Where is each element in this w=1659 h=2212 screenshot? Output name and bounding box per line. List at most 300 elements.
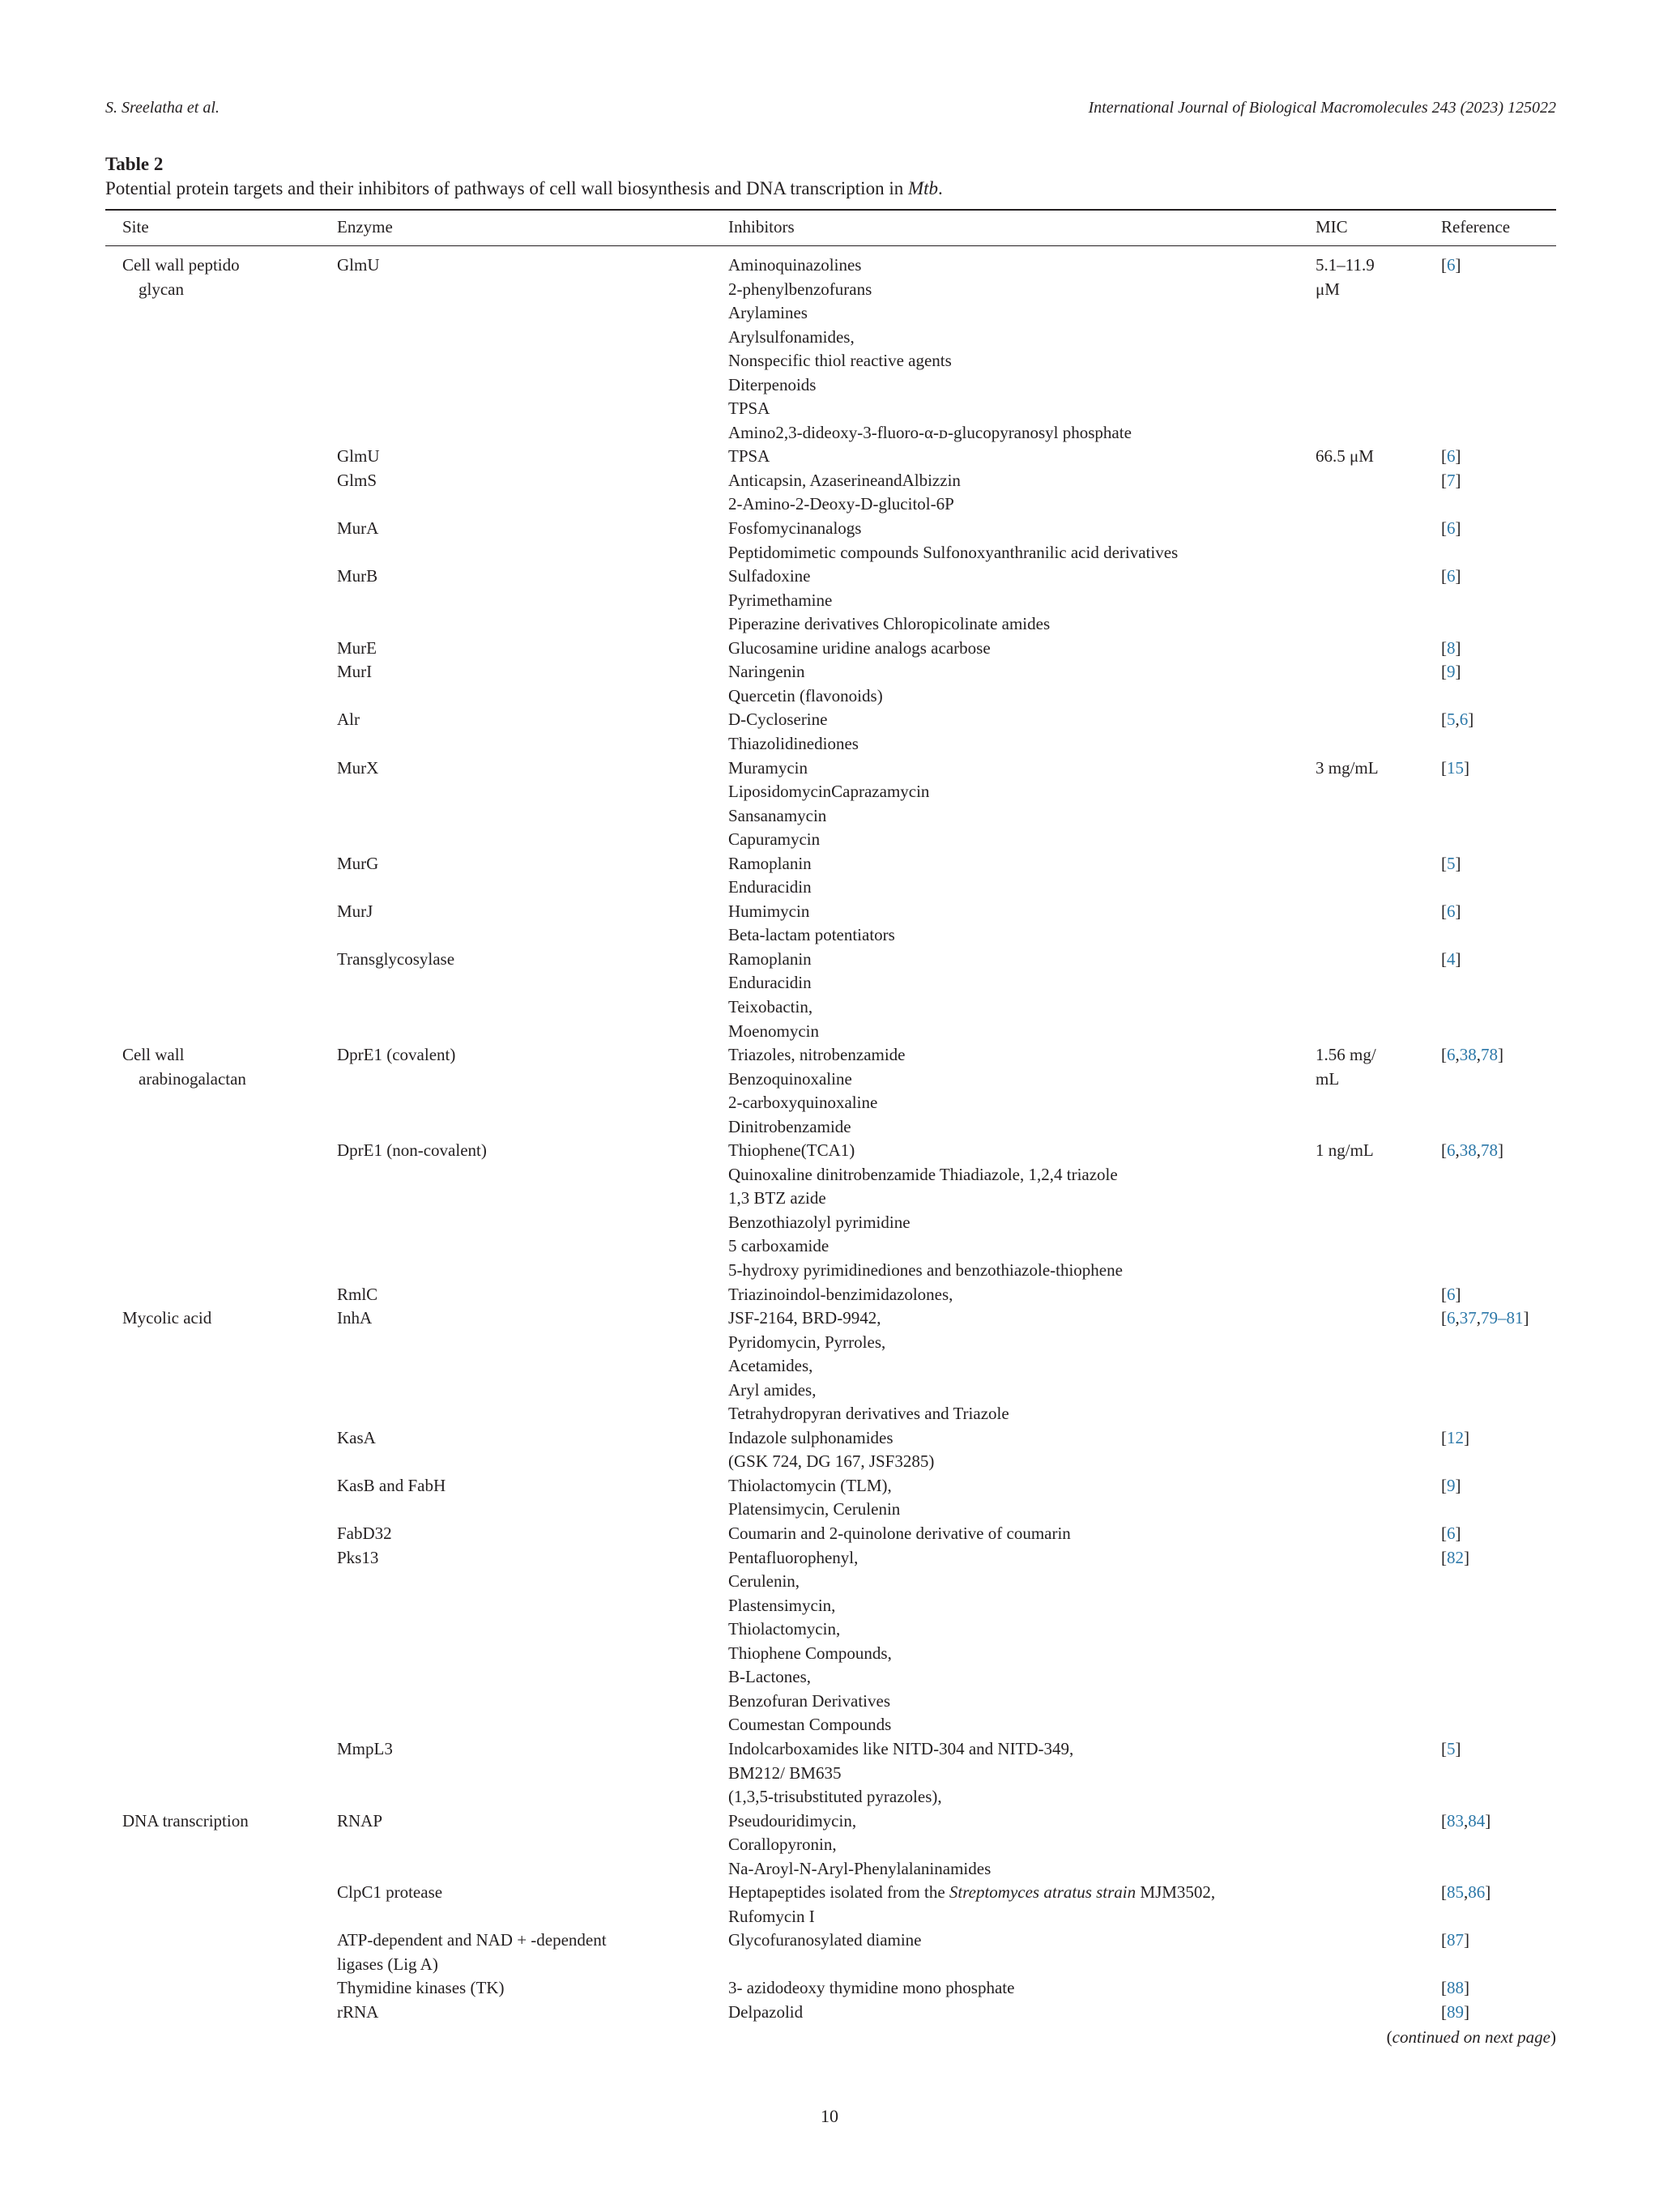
inhibitors-line: Benzoquinoxaline	[728, 1068, 852, 1089]
reference-link[interactable]: 87	[1447, 1930, 1464, 1950]
table-row	[0, 1043, 1659, 1139]
inhibitors-cell	[728, 948, 819, 1043]
inhibitors-line: LiposidomycinCaprazamycin	[728, 782, 930, 802]
table-caption-text: Potential protein targets and their inhibitors of pathways of cell wall biosynthesis and DNA transcription in	[105, 178, 908, 198]
inhibitors-line: Tetrahydropyran derivatives and Triazole	[728, 1404, 1009, 1424]
inhibitors-line: Delpazolid	[728, 2001, 804, 2022]
inhibitors-cell	[728, 565, 1050, 637]
table-top-rule	[105, 209, 1556, 211]
inhibitors-cell	[728, 1474, 900, 1522]
site-cell	[122, 1809, 249, 1834]
reference-cell	[1441, 565, 1461, 589]
reference-link[interactable]: 84	[1468, 1810, 1486, 1831]
reference-line: [88]	[1441, 1978, 1469, 1998]
inhibitors-line: Thiophene Compounds,	[728, 1643, 892, 1663]
mic-line: 3 mg/mL	[1316, 757, 1379, 778]
table-row	[0, 1474, 1659, 1522]
reference-link[interactable]: 6	[1447, 901, 1456, 921]
reference-cell	[1441, 1283, 1461, 1307]
reference-cell	[1441, 2001, 1469, 2025]
table-row	[0, 1929, 1659, 1976]
reference-line: [6]	[1441, 446, 1461, 467]
enzyme-cell	[337, 948, 693, 972]
reference-cell	[1441, 637, 1461, 661]
reference-line: [6]	[1441, 518, 1461, 539]
reference-line: [9]	[1441, 662, 1461, 682]
site-line: Cell wall peptido	[122, 255, 240, 275]
enzyme-line: GlmU	[337, 446, 380, 467]
enzyme-cell	[337, 1139, 693, 1163]
reference-line: [4]	[1441, 948, 1461, 969]
enzyme-cell	[337, 1929, 693, 1976]
inhibitors-cell	[728, 1737, 1073, 1809]
inhibitors-cell	[728, 254, 1132, 445]
reference-cell	[1441, 1976, 1469, 2001]
reference-link[interactable]: 37	[1459, 1308, 1477, 1328]
reference-line: [6,37,79–81]	[1441, 1308, 1529, 1328]
reference-link[interactable]: 5	[1447, 710, 1456, 730]
enzyme-cell	[337, 1043, 693, 1068]
enzyme-cell	[337, 1474, 693, 1498]
inhibitors-line: Platensimycin, Cerulenin	[728, 1499, 901, 1519]
inhibitors-cell	[728, 1283, 953, 1307]
inhibitors-line: Amino2,3-dideoxy-3-fluoro-α-ᴅ-glucopyranosyl phosphate	[728, 422, 1132, 442]
reference-link[interactable]: 6	[1447, 446, 1456, 467]
table-row	[0, 517, 1659, 565]
table-row	[0, 900, 1659, 948]
enzyme-line: DprE1 (covalent)	[337, 1045, 456, 1065]
inhibitors-line: Ramoplanin	[728, 853, 812, 873]
site-line: Mycolic acid	[122, 1308, 212, 1328]
enzyme-line: MurI	[337, 662, 373, 682]
reference-link[interactable]: 6	[1447, 255, 1456, 275]
inhibitors-line: (1,3,5-trisubstituted pyrazoles),	[728, 1787, 942, 1807]
inhibitors-line: Thiolactomycin,	[728, 1619, 841, 1639]
enzyme-line: ClpC1 protease	[337, 1882, 443, 1903]
reference-line: [6]	[1441, 255, 1461, 275]
inhibitors-cell	[728, 852, 812, 900]
continued-close: )	[1550, 2027, 1556, 2047]
enzyme-cell	[337, 1881, 693, 1905]
reference-line: [12]	[1441, 1427, 1469, 1447]
reference-link[interactable]: 38	[1459, 1140, 1477, 1161]
inhibitors-line: Indolcarboxamides like NITD-304 and NITD-349,	[728, 1738, 1074, 1758]
inhibitors-line: 2-phenylbenzofurans	[728, 279, 872, 299]
reference-link[interactable]: 38	[1459, 1045, 1477, 1065]
site-cell	[122, 1306, 211, 1331]
inhibitors-line: Sulfadoxine	[728, 566, 811, 586]
mic-line: 66.5 μM	[1316, 446, 1374, 467]
inhibitors-line: Beta-lactam potentiators	[728, 925, 895, 945]
reference-link[interactable]: 6	[1447, 1045, 1456, 1065]
enzyme-cell	[337, 1522, 693, 1546]
table-row	[0, 637, 1659, 661]
table-row	[0, 2001, 1659, 2025]
mic-line: 5.1–11.9	[1316, 255, 1375, 275]
enzyme-line: MurB	[337, 566, 378, 586]
enzyme-cell	[337, 1546, 693, 1571]
inhibitors-line: Humimycin	[728, 901, 810, 921]
inhibitors-line: Pyrimethamine	[728, 590, 833, 610]
enzyme-cell	[337, 445, 693, 469]
table-row	[0, 1306, 1659, 1426]
reference-line: [6]	[1441, 901, 1461, 921]
enzyme-line: MurJ	[337, 901, 373, 921]
mic-line: μM	[1316, 279, 1340, 299]
table-row	[0, 1809, 1659, 1882]
reference-line: [7]	[1441, 470, 1461, 490]
inhibitors-line: Arylamines	[728, 303, 808, 323]
inhibitors-cell	[728, 757, 929, 852]
enzyme-line: KasA	[337, 1427, 376, 1447]
inhibitors-line: Diterpenoids	[728, 374, 817, 394]
enzyme-line: FabD32	[337, 1524, 392, 1544]
reference-link[interactable]: 83	[1447, 1810, 1464, 1831]
inhibitors-line: 1,3 BTZ azide	[728, 1188, 826, 1208]
inhibitors-line: Quinoxaline dinitrobenzamide Thiadiazole, 1,2,4 triazole	[728, 1164, 1118, 1184]
reference-cell	[1441, 1306, 1529, 1331]
inhibitors-cell	[728, 1426, 934, 1474]
reference-cell	[1441, 254, 1461, 278]
column-header-site: Site	[122, 217, 149, 237]
inhibitors-cell	[728, 1306, 1009, 1426]
inhibitors-line: Nonspecific thiol reactive agents	[728, 351, 952, 371]
inhibitors-line: B-Lactones,	[728, 1667, 812, 1687]
reference-link[interactable]: 6	[1447, 1140, 1456, 1161]
enzyme-cell	[337, 1809, 693, 1834]
running-head-authors: S. Sreelatha et al.	[105, 99, 220, 117]
mic-cell	[1316, 1139, 1374, 1163]
inhibitors-line: Heptapeptides isolated from the Streptomyces atratus strain MJM3502,	[728, 1882, 1216, 1903]
enzyme-cell	[337, 1737, 693, 1762]
reference-link[interactable]: 89	[1447, 2001, 1464, 2022]
inhibitors-line: TPSA	[728, 399, 770, 419]
enzyme-line: rRNA	[337, 2001, 379, 2022]
reference-line: [15]	[1441, 757, 1469, 778]
inhibitors-line: Dinitrobenzamide	[728, 1116, 851, 1136]
enzyme-cell	[337, 1426, 693, 1451]
reference-cell	[1441, 517, 1461, 541]
reference-line: [5]	[1441, 1738, 1461, 1758]
inhibitors-line: 3- azidodeoxy thymidine mono phosphate	[728, 1978, 1015, 1998]
enzyme-line: InhA	[337, 1308, 373, 1328]
reference-line: [6]	[1441, 1284, 1461, 1304]
inhibitors-line: Triazinoindol-benzimidazolones,	[728, 1284, 953, 1304]
table-row	[0, 852, 1659, 900]
inhibitors-line: Acetamides,	[728, 1356, 813, 1376]
mic-line: mL	[1316, 1068, 1340, 1089]
reference-link[interactable]: 9	[1447, 1475, 1456, 1495]
inhibitors-line: Na-Aroyl-N-Aryl-Phenylalaninamides	[728, 1858, 992, 1878]
inhibitors-line: 2-Amino-2-Deoxy-D-glucitol-6P	[728, 494, 954, 514]
reference-cell	[1441, 445, 1461, 469]
reference-line: [5,6]	[1441, 710, 1474, 730]
reference-line: [82]	[1441, 1547, 1469, 1567]
page-header	[105, 99, 1556, 117]
inhibitors-line: Piperazine derivatives Chloropicolinate amides	[728, 614, 1051, 634]
reference-line: [83,84]	[1441, 1810, 1491, 1831]
table-row	[0, 1139, 1659, 1282]
inhibitors-line: JSF-2164, BRD-9942,	[728, 1308, 881, 1328]
inhibitors-line: Thiazolidinediones	[728, 733, 859, 753]
reference-cell	[1441, 900, 1461, 924]
reference-link[interactable]: 6	[1447, 518, 1456, 539]
reference-cell	[1441, 708, 1473, 732]
enzyme-line: RmlC	[337, 1284, 378, 1304]
enzyme-cell	[337, 469, 693, 493]
reference-line: [9]	[1441, 1475, 1461, 1495]
reference-link[interactable]: 6	[1447, 1284, 1456, 1304]
table-row	[0, 660, 1659, 708]
inhibitors-cell	[728, 469, 961, 517]
enzyme-cell	[337, 1306, 693, 1331]
inhibitors-cell	[728, 517, 1178, 565]
enzyme-line: MurG	[337, 853, 379, 873]
inhibitors-cell	[728, 1043, 906, 1139]
inhibitors-line: Anticapsin, AzaserineandAlbizzin	[728, 470, 961, 490]
reference-line: [85,86]	[1441, 1882, 1491, 1903]
inhibitors-cell	[728, 1809, 991, 1882]
inhibitors-line: Naringenin	[728, 662, 805, 682]
inhibitors-line: Plastensimycin,	[728, 1595, 836, 1615]
reference-cell	[1441, 1426, 1469, 1451]
enzyme-cell	[337, 2001, 693, 2025]
inhibitors-line: Aryl amides,	[728, 1379, 817, 1400]
reference-line: [6]	[1441, 566, 1461, 586]
reference-cell	[1441, 757, 1469, 781]
inhibitors-line: Benzothiazolyl pyrimidine	[728, 1212, 911, 1232]
reference-cell	[1441, 1546, 1469, 1571]
inhibitors-cell	[728, 445, 770, 469]
continued-open: (	[1386, 2027, 1392, 2047]
inhibitors-line: Ramoplanin	[728, 948, 812, 969]
enzyme-line: MurX	[337, 757, 379, 778]
table-row	[0, 254, 1659, 445]
reference-line: [8]	[1441, 637, 1461, 658]
reference-line: [5]	[1441, 853, 1461, 873]
inhibitors-line: Capuramycin	[728, 829, 821, 850]
reference-line: [6,38,78]	[1441, 1140, 1503, 1161]
page-number: 10	[821, 2106, 838, 2126]
enzyme-line: DprE1 (non-covalent)	[337, 1140, 487, 1161]
reference-link[interactable]: 7	[1447, 470, 1456, 490]
reference-link[interactable]: 15	[1447, 757, 1464, 778]
inhibitors-line: Moenomycin	[728, 1021, 819, 1041]
inhibitors-line: 5-hydroxy pyrimidinediones and benzothiazole-thiophene	[728, 1259, 1123, 1280]
reference-link[interactable]: 6	[1459, 710, 1469, 730]
table-row	[0, 948, 1659, 1043]
enzyme-line: Thymidine kinases (TK)	[337, 1978, 505, 1998]
enzyme-cell	[337, 1283, 693, 1307]
table-caption-organism: Mtb	[907, 178, 939, 198]
enzyme-line: GlmS	[337, 470, 377, 490]
inhibitors-line: BM212/ BM635	[728, 1762, 842, 1783]
inhibitors-line: Peptidomimetic compounds Sulfonoxyanthranilic acid derivatives	[728, 542, 1179, 562]
inhibitors-cell	[728, 660, 883, 708]
inhibitors-cell	[728, 1976, 1014, 2001]
table-row	[0, 469, 1659, 517]
reference-link[interactable]: 78	[1481, 1140, 1498, 1161]
inhibitors-line: Enduracidin	[728, 973, 812, 993]
reference-link[interactable]: 82	[1447, 1547, 1464, 1567]
inhibitors-cell	[728, 1929, 922, 1953]
inhibitors-line: TPSA	[728, 446, 770, 467]
reference-cell	[1441, 1043, 1503, 1068]
reference-cell	[1441, 1881, 1491, 1905]
inhibitors-cell	[728, 1522, 1071, 1546]
table-body	[0, 254, 1659, 2025]
reference-link[interactable]: 6	[1447, 1524, 1456, 1544]
reference-link[interactable]: 86	[1468, 1882, 1486, 1903]
inhibitors-cell	[728, 1546, 892, 1737]
inhibitors-line: Enduracidin	[728, 877, 812, 897]
mic-cell	[1316, 757, 1379, 781]
mic-cell	[1316, 254, 1375, 301]
reference-cell	[1441, 948, 1461, 972]
enzyme-line: ATP-dependent and NAD + -dependent	[337, 1930, 607, 1950]
enzyme-cell	[337, 660, 693, 684]
inhibitors-line: Thiolactomycin (TLM),	[728, 1475, 892, 1495]
inhibitors-line: Coumarin and 2-quinolone derivative of coumarin	[728, 1524, 1071, 1544]
table-header-row	[0, 217, 1659, 241]
table-title: Table 2	[105, 154, 164, 174]
reference-link[interactable]: 12	[1447, 1427, 1464, 1447]
inhibitors-line: Indazole sulphonamides	[728, 1427, 893, 1447]
table-row	[0, 1426, 1659, 1474]
mic-line: 1 ng/mL	[1316, 1140, 1374, 1161]
reference-link[interactable]: 6	[1447, 566, 1456, 586]
inhibitors-cell	[728, 708, 859, 756]
table-header-rule	[105, 245, 1556, 246]
enzyme-line: MurA	[337, 518, 379, 539]
column-header-inhibitors: Inhibitors	[728, 217, 795, 237]
site-line: glycan	[139, 279, 184, 299]
column-header-reference: Reference	[1441, 217, 1511, 237]
reference-link[interactable]: 78	[1481, 1045, 1498, 1065]
inhibitors-line: Thiophene(TCA1)	[728, 1140, 855, 1161]
enzyme-cell	[337, 1976, 693, 2001]
table-row	[0, 708, 1659, 756]
reference-link[interactable]: 5	[1447, 1738, 1456, 1758]
enzyme-cell	[337, 852, 693, 876]
table-row	[0, 1976, 1659, 2001]
reference-cell	[1441, 1809, 1491, 1834]
inhibitors-line: Pyridomycin, Pyrroles,	[728, 1332, 886, 1352]
reference-line: [87]	[1441, 1930, 1469, 1950]
reference-link[interactable]: 88	[1447, 1978, 1464, 1998]
inhibitors-line: Triazoles, nitrobenzamide	[728, 1045, 906, 1065]
enzyme-cell	[337, 517, 693, 541]
inhibitors-line: 2-carboxyquinoxaline	[728, 1093, 878, 1113]
enzyme-line: RNAP	[337, 1810, 383, 1831]
enzyme-cell	[337, 254, 693, 278]
mic-cell	[1316, 1043, 1376, 1091]
reference-link[interactable]: 6	[1447, 1308, 1456, 1328]
inhibitors-line: Aminoquinazolines	[728, 255, 862, 275]
inhibitors-line: (GSK 724, DG 167, JSF3285)	[728, 1451, 935, 1472]
enzyme-line: Alr	[337, 710, 360, 730]
continued-text: continued on next page	[1392, 2027, 1550, 2047]
enzyme-line: KasB and FabH	[337, 1475, 446, 1495]
site-cell	[122, 1043, 246, 1091]
site-line: DNA transcription	[122, 1810, 249, 1831]
table-row	[0, 445, 1659, 469]
inhibitors-line: Pseudouridimycin,	[728, 1810, 857, 1831]
table-row	[0, 1881, 1659, 1929]
enzyme-line: MmpL3	[337, 1738, 393, 1758]
site-line: Cell wall	[122, 1045, 185, 1065]
column-header-enzyme: Enzyme	[337, 217, 393, 237]
reference-cell	[1441, 1929, 1469, 1953]
inhibitors-cell	[728, 900, 895, 948]
enzyme-line: MurE	[337, 637, 377, 658]
table-row	[0, 565, 1659, 637]
table-row	[0, 1546, 1659, 1737]
table-caption	[105, 178, 943, 199]
running-head-journal: International Journal of Biological Macromolecules 243 (2023) 125022	[1088, 99, 1556, 117]
inhibitors-cell	[728, 637, 991, 661]
enzyme-line: Transglycosylase	[337, 948, 455, 969]
reference-cell	[1441, 660, 1461, 684]
column-header-mic: MIC	[1316, 217, 1348, 237]
reference-link[interactable]: 4	[1447, 948, 1456, 969]
site-line: arabinogalactan	[139, 1068, 246, 1089]
reference-link[interactable]: 9	[1447, 662, 1456, 682]
enzyme-line: Pks13	[337, 1547, 379, 1567]
enzyme-line: GlmU	[337, 255, 380, 275]
inhibitors-line: Teixobactin,	[728, 996, 813, 1016]
inhibitors-line: Cerulenin,	[728, 1571, 800, 1592]
reference-line: [6]	[1441, 1524, 1461, 1544]
reference-link[interactable]: 8	[1447, 637, 1456, 658]
continued-note	[1387, 2027, 1556, 2048]
inhibitors-line: 5 carboxamide	[728, 1236, 830, 1256]
reference-link[interactable]: 5	[1447, 853, 1456, 873]
reference-line: [6,38,78]	[1441, 1045, 1503, 1065]
mic-cell	[1316, 445, 1374, 469]
enzyme-line: ligases (Lig A)	[337, 1954, 438, 1974]
inhibitors-line: Muramycin	[728, 757, 808, 778]
table-row	[0, 757, 1659, 852]
inhibitors-line: Glucosamine uridine analogs acarbose	[728, 637, 991, 658]
inhibitors-line: Sansanamycin	[728, 805, 827, 825]
enzyme-cell	[337, 565, 693, 589]
inhibitors-cell	[728, 1881, 1215, 1929]
inhibitors-line: Quercetin (flavonoids)	[728, 685, 883, 705]
enzyme-cell	[337, 708, 693, 732]
reference-cell	[1441, 1139, 1503, 1163]
reference-link[interactable]: 79–81	[1481, 1308, 1524, 1328]
inhibitors-line: Pentafluorophenyl,	[728, 1547, 859, 1567]
inhibitors-line: D-Cycloserine	[728, 710, 828, 730]
reference-line: [89]	[1441, 2001, 1469, 2022]
table-caption-end: .	[938, 178, 943, 198]
inhibitors-line: Coumestan Compounds	[728, 1715, 892, 1735]
inhibitors-line: Fosfomycinanalogs	[728, 518, 862, 539]
reference-cell	[1441, 1522, 1461, 1546]
site-cell	[122, 254, 240, 301]
reference-cell	[1441, 852, 1461, 876]
inhibitors-line: Arylsulfonamides,	[728, 326, 855, 347]
table-row	[0, 1737, 1659, 1809]
inhibitors-cell	[728, 2001, 803, 2025]
reference-cell	[1441, 1737, 1461, 1762]
reference-link[interactable]: 85	[1447, 1882, 1464, 1903]
table-row	[0, 1283, 1659, 1307]
enzyme-cell	[337, 900, 693, 924]
inhibitors-line: Rufomycin I	[728, 1906, 815, 1926]
inhibitors-cell	[728, 1139, 1123, 1282]
